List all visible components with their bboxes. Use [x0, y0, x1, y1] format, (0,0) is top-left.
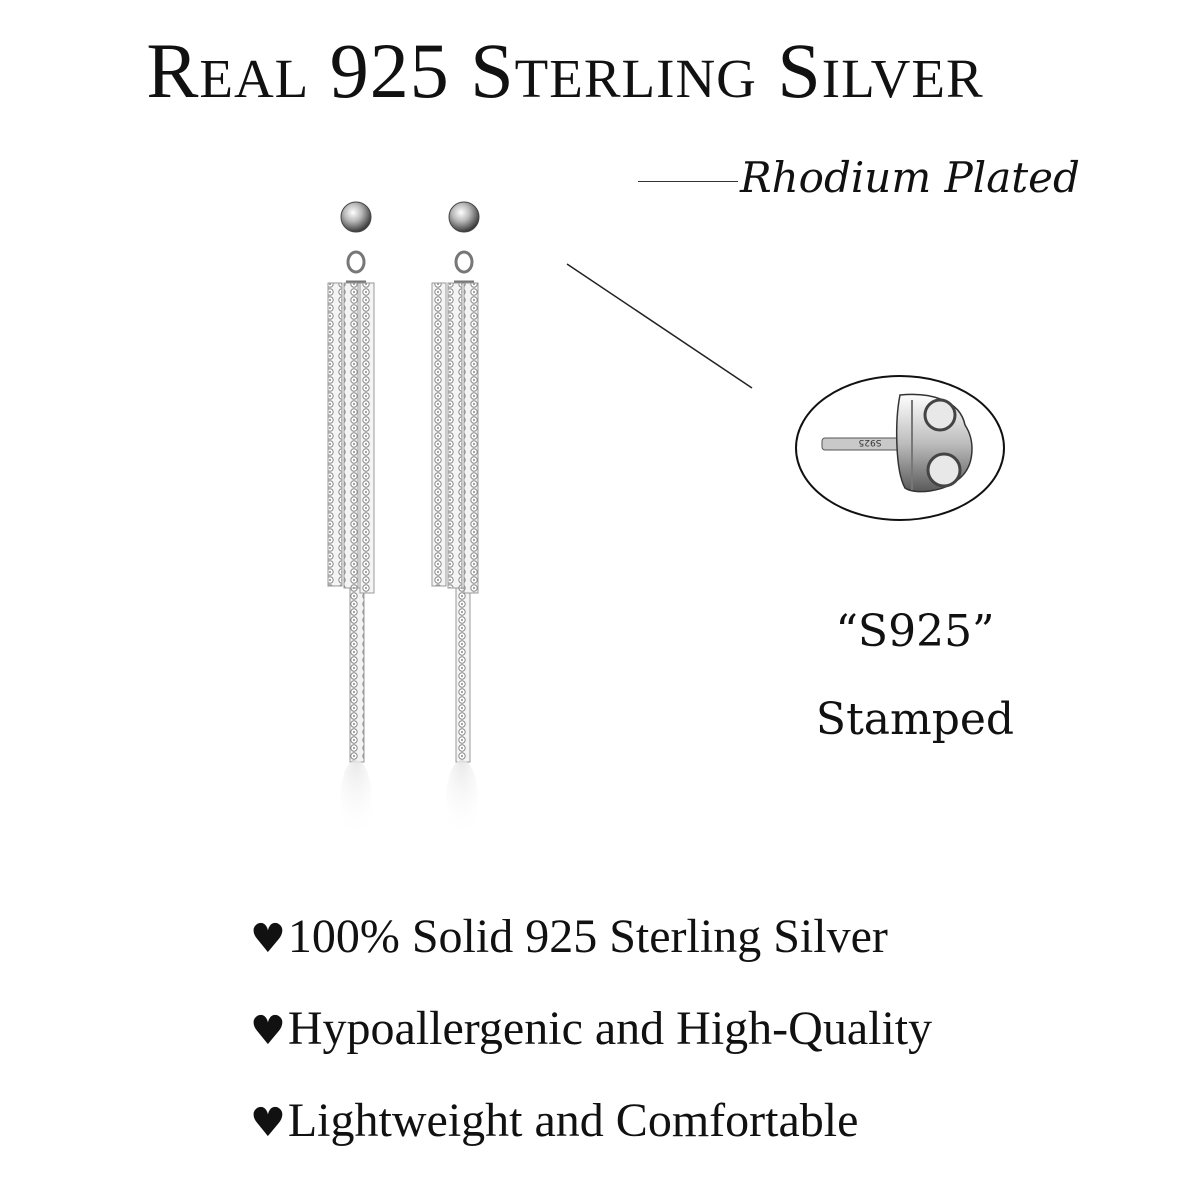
right-earring [432, 202, 479, 840]
list-item [250, 997, 932, 1089]
left-chain-long [350, 588, 364, 762]
ear-back-closeup-icon [796, 376, 1004, 520]
left-chain-short [328, 283, 342, 586]
feature-text: Lightweight and Comfortable [287, 1094, 859, 1147]
svg-text:S925: S925 [858, 437, 882, 447]
rhodium-plated-label: Rhodium Plated [740, 153, 1080, 202]
right-chain-mid [448, 283, 462, 588]
page-title: Real 925 Sterling Silver [146, 27, 984, 114]
stamp-quote-label: “S925” [835, 606, 995, 657]
left-earring [328, 202, 374, 840]
right-chain-short [432, 283, 446, 586]
heart-icon: ♥ [250, 1008, 286, 1054]
heart-icon: ♥ [250, 1100, 286, 1146]
feature-text: 100% Solid 925 Sterling Silver [287, 910, 888, 963]
left-stud-ball [341, 202, 371, 232]
right-chain-long [456, 588, 470, 762]
right-stud-ball [449, 202, 479, 232]
list-item [250, 905, 932, 997]
feature-text: Hypoallergenic and High-Quality [287, 1002, 933, 1055]
heart-icon: ♥ [250, 916, 286, 962]
list-item [250, 1089, 932, 1181]
closeup-leader-line [567, 264, 752, 388]
stamped-label: Stamped [815, 694, 1015, 745]
left-chain-mid [344, 283, 358, 588]
feature-list [250, 905, 932, 1181]
